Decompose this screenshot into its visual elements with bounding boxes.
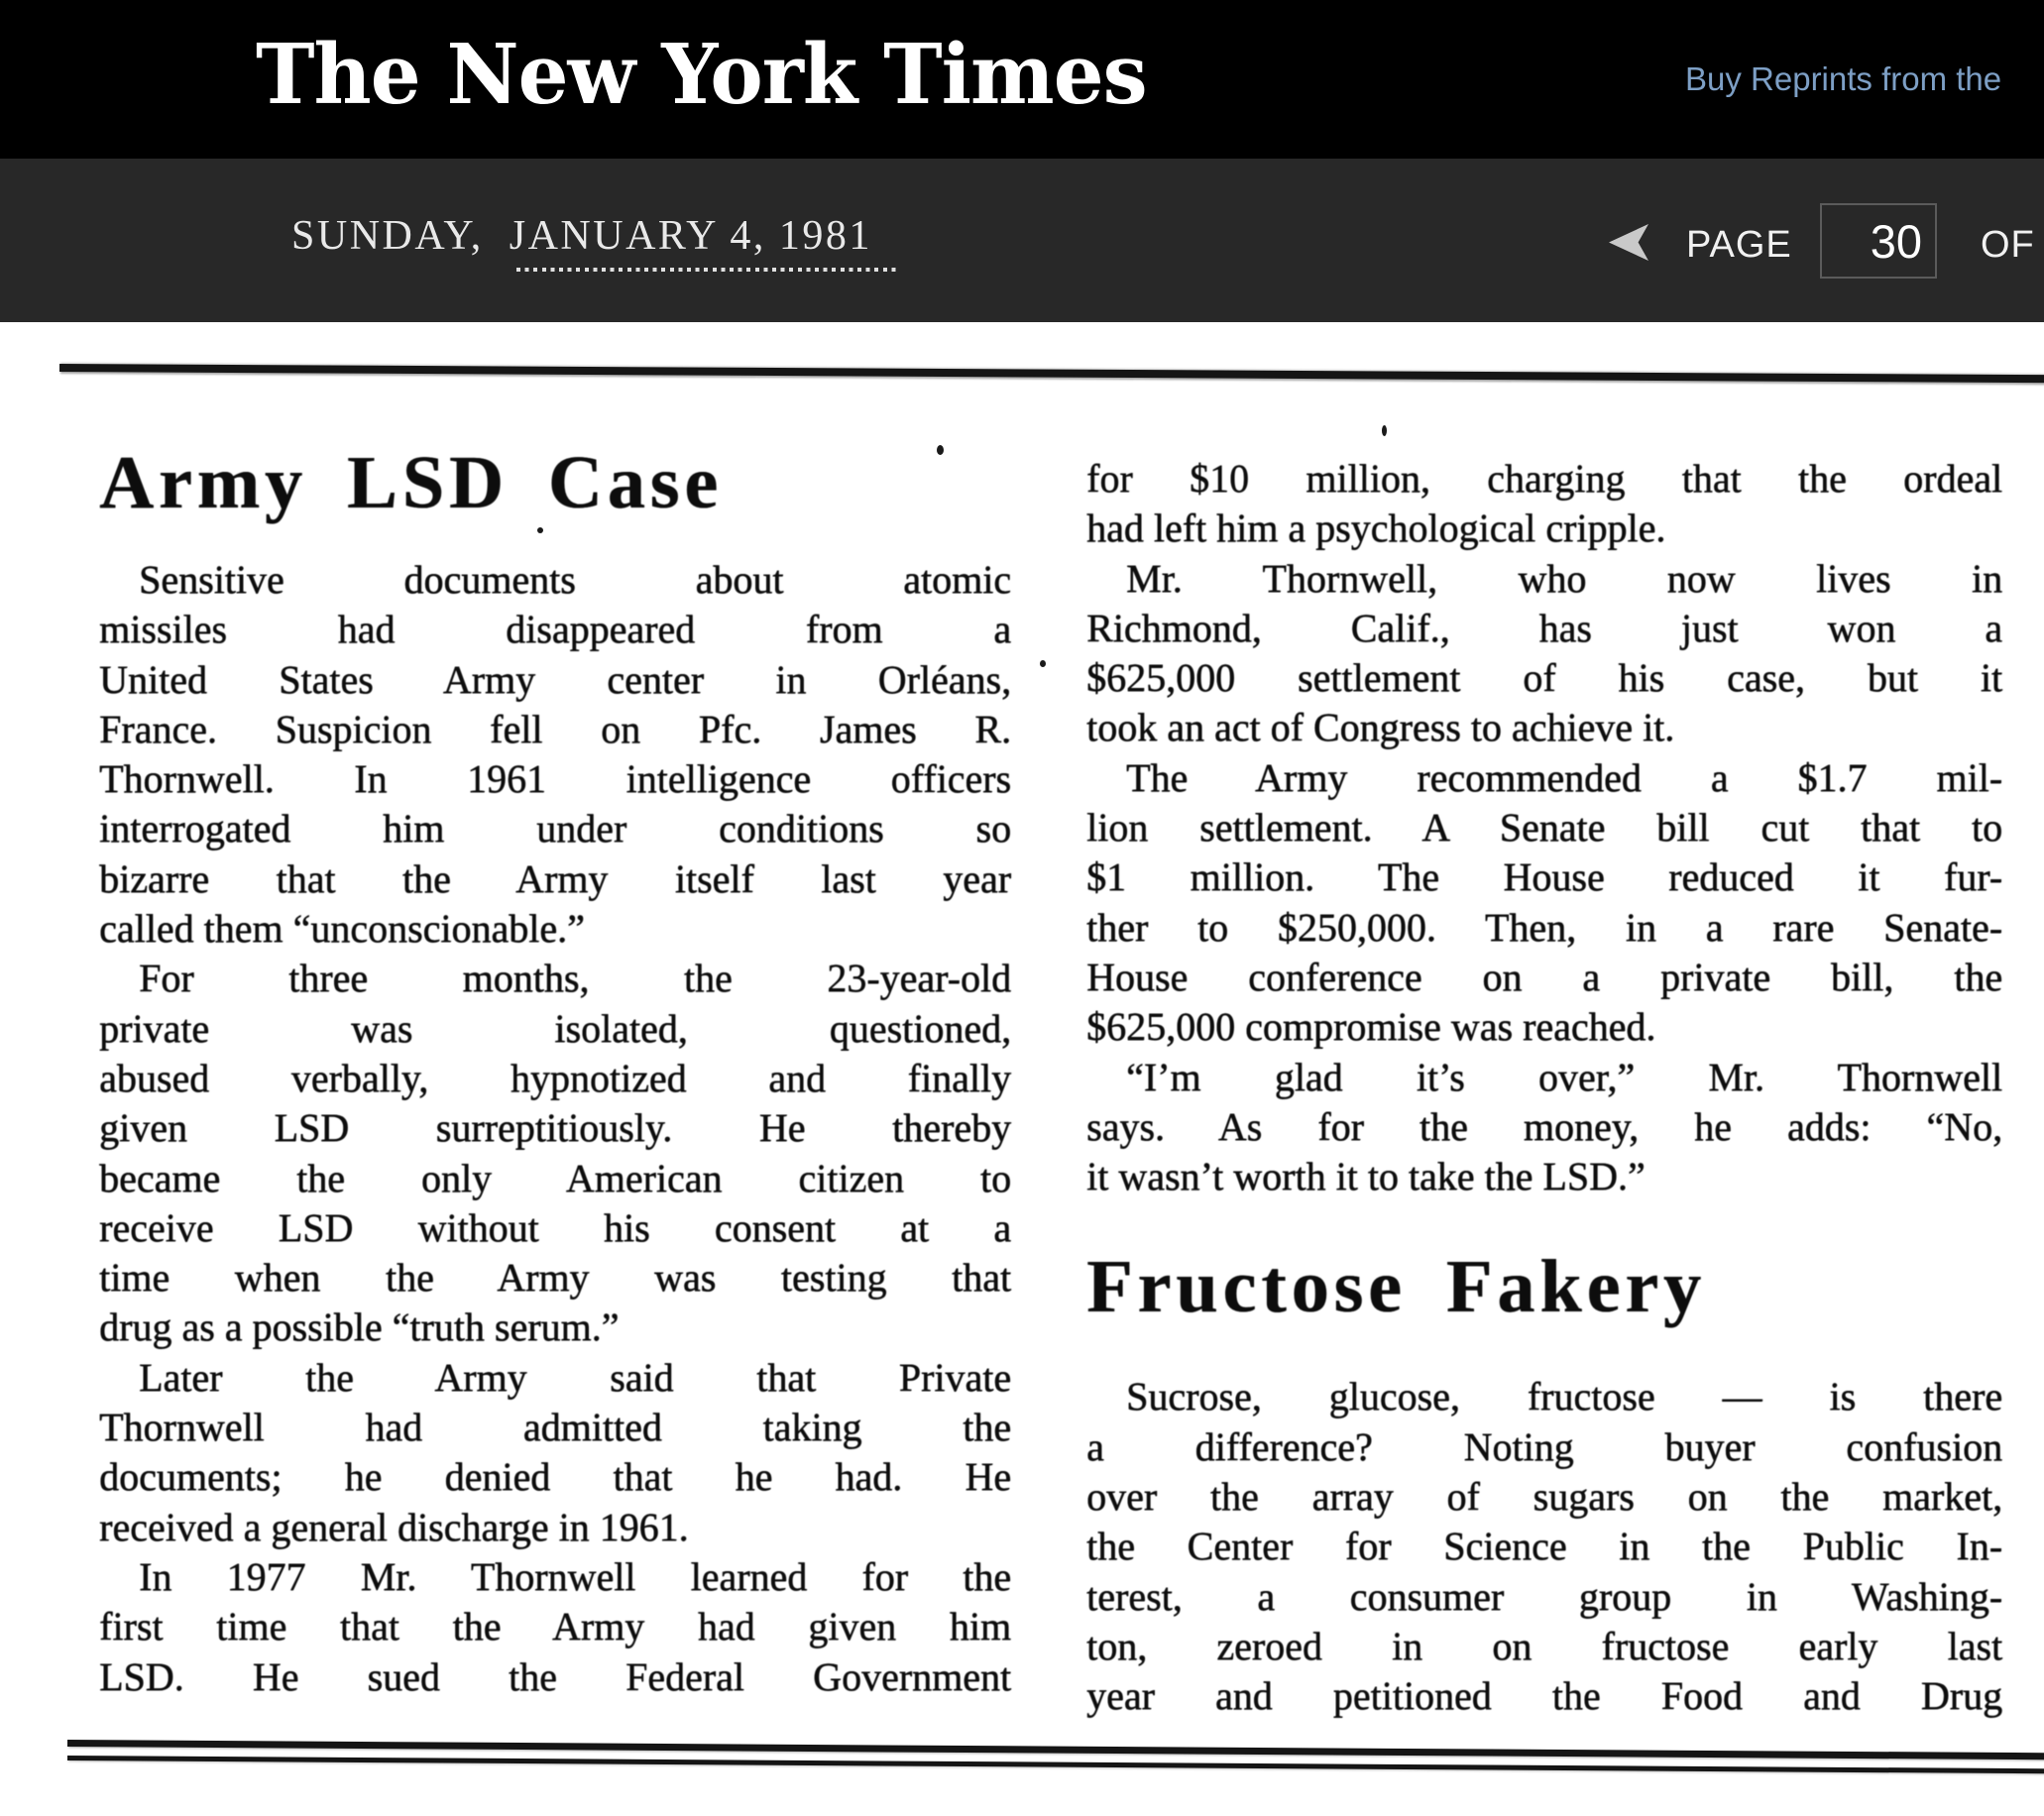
- article-text-line: lion settlement. A Senate bill cut that to: [1086, 805, 2002, 851]
- article-text-line: bizarre that the Army itself last year: [99, 855, 1011, 901]
- article-text-line: called them “unconscionable.”: [99, 906, 585, 952]
- right-column: [1086, 454, 2002, 1722]
- scan-speck: [937, 445, 944, 455]
- article-text-line: given LSD surreptitiously. He thereby: [99, 1105, 1011, 1151]
- article-text-line: says. As for the money, he adds: “No,: [1086, 1103, 2002, 1149]
- article-text-line: received a general discharge in 1961.: [99, 1504, 689, 1549]
- date-dotted-underline: [516, 268, 899, 272]
- scan-speck: [1382, 425, 1387, 436]
- article-text-line: interrogated him under conditions so: [99, 806, 1011, 851]
- article-text-line: In 1977 Mr. Thornwell learned for the: [139, 1553, 1011, 1599]
- article-text-line: abused verbally, hypnotized and finally: [99, 1055, 1011, 1100]
- article-text-line: drug as a possible “truth serum.”: [99, 1305, 620, 1350]
- article-text-line: terest, a consumer group in Washing-: [1086, 1573, 2002, 1619]
- article-text-line: France. Suspicion fell on Pfc. James R.: [99, 706, 1011, 751]
- article-text-line: a difference? Noting buyer confusion: [1086, 1423, 2002, 1469]
- article-text-line: Later the Army said that Private: [139, 1354, 1011, 1400]
- buy-reprints-link[interactable]: Buy Reprints from the: [1685, 60, 2002, 97]
- article-body-right-top: [1086, 454, 2002, 1201]
- article-text-line: House conference on a private bill, the: [1086, 954, 2002, 999]
- top-rule: [59, 364, 2044, 383]
- article-text-line: first time that the Army had given him: [99, 1604, 1011, 1649]
- article-body-right-bottom: [1086, 1372, 2002, 1721]
- article-text-line: Sucrose, glucose, fructose — is there: [1126, 1374, 2002, 1419]
- article-text-line: receive LSD without his consent at a: [99, 1204, 1011, 1250]
- article-text-line: Thornwell had admitted taking the: [99, 1405, 1011, 1450]
- article-text-line: for $10 million, charging that the ordeal: [1086, 456, 2002, 501]
- article-text-line: Richmond, Calif., has just won a: [1086, 605, 2002, 650]
- header-bar: [0, 0, 2044, 159]
- article-text-line: it wasn’t worth it to take the LSD.”: [1086, 1154, 1646, 1199]
- article-body-left: [99, 555, 1011, 1702]
- article-text-line: $625,000 compromise was reached.: [1086, 1004, 1656, 1050]
- article-text-line: private was isolated, questioned,: [99, 1005, 1011, 1051]
- left-column: [99, 439, 1011, 1702]
- article-text-line: “I’m glad it’s over,” Mr. Thornwell: [1126, 1054, 2002, 1099]
- article-text-line: over the array of sugars on the market,: [1086, 1474, 2002, 1520]
- article-text-line: The Army recommended a $1.7 mil-: [1126, 754, 2002, 800]
- headline-fructose-fakery: Fructose Fakery: [1086, 1245, 1706, 1329]
- page-number-input[interactable]: [1820, 203, 1937, 279]
- article-text-line: missiles had disappeared from a: [99, 607, 1011, 652]
- article-text-line: became the only American citizen to: [99, 1155, 1011, 1200]
- article-text-line: $1 million. The House reduced it fur-: [1086, 854, 2002, 900]
- article-text-line: Mr. Thornwell, who now lives in: [1126, 555, 2002, 601]
- article-text-line: $625,000 settlement of his case, but it: [1086, 655, 2002, 701]
- article-text-line: year and petitioned the Food and Drug: [1086, 1673, 2002, 1719]
- article-text-line: Sensitive documents about atomic: [139, 557, 1011, 602]
- article-text-line: United States Army center in Orléans,: [99, 656, 1011, 702]
- article-text-line: documents; he denied that he had. He: [99, 1454, 1011, 1500]
- article-text-line: took an act of Congress to achieve it.: [1086, 705, 1675, 750]
- article-text-line: the Center for Science in the Public In-: [1086, 1524, 2002, 1569]
- of-label: OF: [1981, 224, 2035, 266]
- article-text-line: LSD. He sued the Federal Government: [99, 1653, 1011, 1699]
- bottom-rule-lower: [67, 1756, 2044, 1773]
- article-text-line: ther to $250,000. Then, in a rare Senate-: [1086, 904, 2002, 950]
- scan-speck: [1040, 660, 1046, 667]
- page-label: PAGE: [1686, 224, 1792, 266]
- date-toolbar: [0, 159, 2044, 322]
- article-text-line: ton, zeroed in on fructose early last: [1086, 1623, 2002, 1668]
- article-text-line: For three months, the 23-year-old: [139, 956, 1011, 1001]
- scan-speck: [537, 527, 543, 533]
- article-text-line: Thornwell. In 1961 intelligence officers: [99, 756, 1011, 802]
- nyt-logo: The New York Times: [256, 26, 1147, 123]
- issue-date: SUNDAY, JANUARY 4, 1981: [291, 213, 872, 259]
- headline-army-lsd-case: Army LSD Case: [99, 441, 723, 524]
- article-text-line: time when the Army was testing that: [99, 1255, 1011, 1301]
- newspaper-scan: [0, 322, 2044, 1816]
- previous-page-icon[interactable]: [1609, 224, 1648, 261]
- article-text-line: had left him a psychological cripple.: [1086, 506, 1666, 551]
